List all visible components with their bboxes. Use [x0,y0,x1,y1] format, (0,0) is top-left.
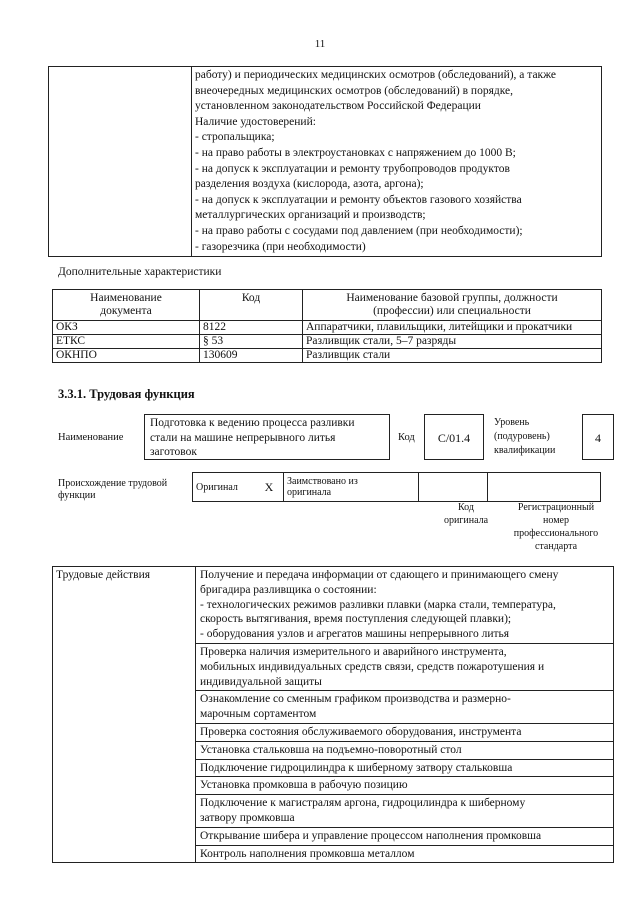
table-row [53,567,614,644]
code-label: Код [398,432,415,443]
text-line: внеочередных медицинских осмотров (обследований) в порядке, [195,84,514,97]
original-code-cell [419,473,488,502]
labor-action-item: Установка стальковша на подъемно-поворотный стол [196,741,614,759]
function-code: C/01.4 [424,414,484,460]
labor-action-item: Проверка наличия измерительного и аварийного инструмента, мобильных индивидуальных средств связи, средств пожаротушения и индивидуальной защиты [196,643,614,690]
registration-number-cell [488,473,601,502]
additional-characteristics-title: Дополнительные характеристики [58,266,222,278]
text-line: - на право работы в электроустановках с напряжением до 1000 В; [195,146,516,159]
table-row [53,349,602,363]
cell-code: 8122 [200,321,303,335]
labor-action-item: Проверка состояния обслуживаемого оборудования, инструмента [196,723,614,741]
cell-name: Разливщик стали [303,349,602,363]
function-name-line: Подготовка к ведению процесса разливки [150,417,355,429]
labor-action-item: Установка промковша в рабочую позицию [196,777,614,795]
continuation-label-cell [49,67,192,257]
table-row [53,335,602,349]
borrowed-label: Заимствовано из оригинала [284,473,419,502]
additional-characteristics-table [52,289,602,363]
qualification-level: 4 [582,414,614,460]
text-line: разделения воздуха (кислорода, азота, аргона); [195,178,424,191]
labor-action-item: Подключение к магистралям аргона, гидроцилиндра к шиберному затвору промковша [196,795,614,828]
labor-actions-label: Трудовые действия [53,567,196,863]
labor-action-item: Получение и передача информации от сдающего и принимающего смену бригадира разливщика о состоянии: - технологических режимов разливки плавки (марка стали, температура, скорость вытягивания, время поступления следующей плавки); - оборудования узлов и агрегатов машины непрерывного литья [196,567,614,644]
continuation-table [48,66,602,257]
cell-document: ЕТКС [53,335,200,349]
function-name-line: заготовок [150,446,197,458]
registration-number-caption: Регистрационный номер профессионального стандарта [513,502,599,552]
function-name-box [144,414,390,460]
cell-name: Разливщик стали, 5–7 разряды [303,335,602,349]
name-label: Наименование [58,432,124,443]
labor-action-item: Подключение гидроцилиндра к шиберному затвору стальковша [196,759,614,777]
header-name: Наименование базовой группы, должности (профессии) или специальности [303,290,602,321]
function-name-line: стали на машине непрерывного литья [150,431,336,444]
labor-action-item: Контроль наполнения промковша металлом [196,845,614,863]
original-mark: X [255,473,284,502]
cell-code: 130609 [200,349,303,363]
origin-label: Происхождение трудовой функции [58,478,168,501]
cell-document: ОКЗ [53,321,200,335]
labor-actions-table [52,566,614,863]
text-line: - газорезчика (при необходимости) [195,240,366,253]
text-line: работу) и периодических медицинских осмотров (обследований), а также [195,69,557,81]
table-header-row [53,290,602,321]
table-row [53,321,602,335]
text-line: металлургических организаций и производств; [195,209,426,222]
cell-name: Аппаратчики, плавильщики, литейщики и прокатчики [303,321,602,335]
cell-document: ОКНПО [53,349,200,363]
text-line: - на право работы с сосудами под давлением (при необходимости); [195,224,523,237]
cell-code: § 53 [200,335,303,349]
original-code-caption: Код оригинала [443,502,489,526]
header-document: Наименование документа [53,290,200,321]
header-code: Код [200,290,303,321]
page-number: 11 [314,38,326,50]
text-line: - на допуск к эксплуатации и ремонту объектов газового хозяйства [195,193,522,206]
level-label: Уровень (подуровень) квалификации [494,417,556,456]
labor-action-item: Ознакомление со сменным графиком производства и размерно- марочным сортаментом [196,691,614,724]
labor-action-item: Открывание шибера и управление процессом наполнения промковша [196,827,614,845]
continuation-text-cell [192,67,602,257]
text-line: установленном законодательством Российской Федерации [195,100,481,113]
origin-table [192,472,601,502]
section-title: 3.3.1. Трудовая функция [58,387,195,401]
text-line: Наличие удостоверений: [195,115,316,128]
original-label: Оригинал [193,473,256,502]
text-line: - на допуск к эксплуатации и ремонту трубопроводов продуктов [195,162,510,175]
text-line: - стропальщика; [195,131,275,144]
